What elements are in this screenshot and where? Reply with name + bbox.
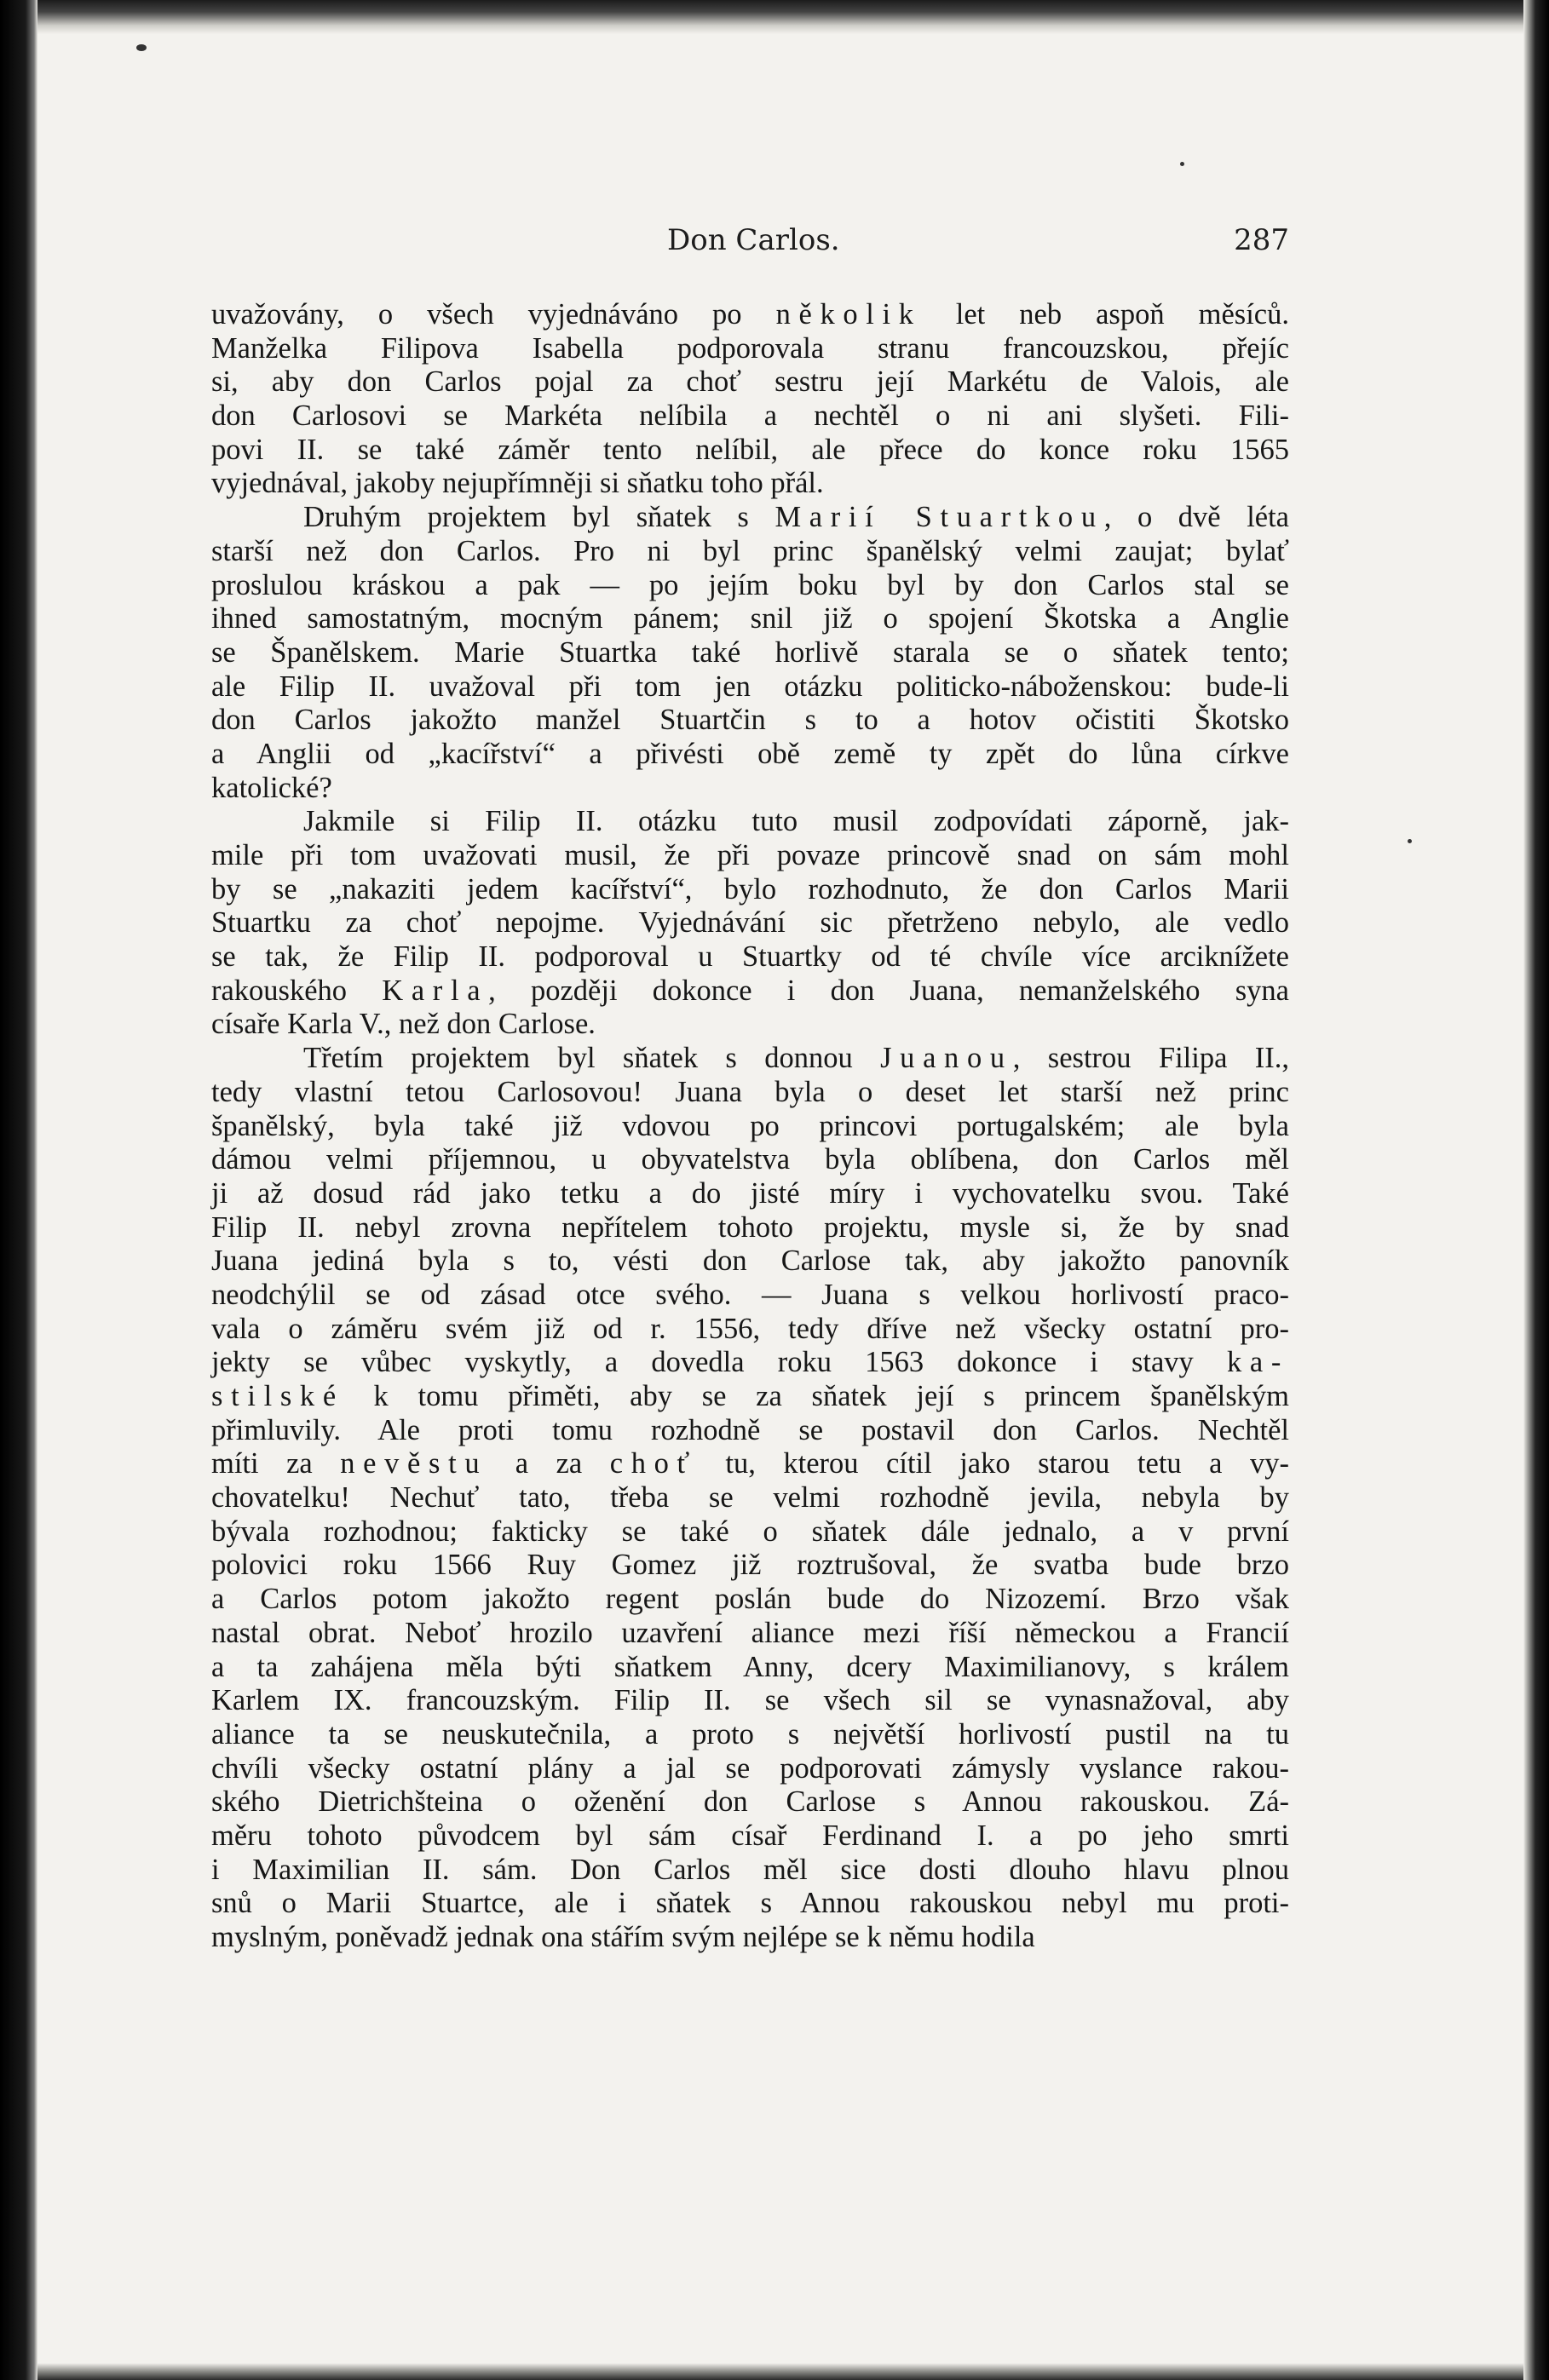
text-line xyxy=(211,1921,1289,1955)
text-run: si, aby don Carlos pojal za choť sestru její Markétu de Valois, ale xyxy=(211,365,1289,399)
spaced-emphasis: nevěstu xyxy=(340,1447,488,1480)
text-line xyxy=(211,365,1289,400)
text-run: vala o záměru svém již od r. 1556, tedy dříve než všecky ostatní pro- xyxy=(211,1312,1289,1345)
text-line xyxy=(211,1718,1289,1752)
text-run: don Carlosovi se Markéta nelíbila a nechtěl o ni ani slyšeti. Fili- xyxy=(211,400,1289,433)
text-line xyxy=(211,1245,1289,1279)
spaced-emphasis: choť xyxy=(609,1447,698,1480)
text-run: císaře Karla V., než don Carlose. xyxy=(211,1008,596,1041)
text-run: a Anglii od „kacířství“ a přivésti obě země ty zpět do lůna církve xyxy=(211,737,1289,770)
paragraph xyxy=(211,805,1289,1042)
paragraph xyxy=(211,501,1289,805)
text-line xyxy=(211,535,1289,569)
text-run: aliance ta se neuskutečnila, a proto s největší horlivostí pustil na tu xyxy=(211,1717,1289,1751)
spaced-emphasis: ka- xyxy=(1226,1346,1289,1379)
text-line xyxy=(211,1549,1289,1583)
text-run: Karlem IX. francouzským. Filip II. se všech sil se vynasnažoval, aby xyxy=(211,1684,1289,1717)
text-run: tu, kterou cítil jako starou tetu a vy- xyxy=(697,1447,1289,1480)
text-run: povi II. se také záměr tento nelíbil, ale přece do konce roku 1565 xyxy=(211,433,1289,466)
text-run: ji až dosud rád jako tetku a do jisté míry i vychovatelku svou. Také xyxy=(211,1176,1289,1210)
text-line xyxy=(211,1008,1289,1042)
text-run: bývala rozhodnou; fakticky se také o sňatek dále jednalo, a v první xyxy=(211,1515,1289,1548)
text-run: dámou velmi příjemnou, u obyvatelstva byla oblíbena, don Carlos měl xyxy=(211,1143,1289,1176)
text-line xyxy=(211,636,1289,670)
text-line xyxy=(211,1887,1289,1921)
text-run: myslným, poněvadž jednak ona stářím svým nejlépe se k němu hodila xyxy=(211,1921,1035,1953)
text-line xyxy=(211,1211,1289,1245)
text-run: jekty se vůbec vyskytly, a dovedla roku 1563 dokonce i stavy xyxy=(211,1346,1227,1379)
text-line xyxy=(211,501,1289,535)
text-run: katolické? xyxy=(211,771,332,804)
text-run: , o dvě léta xyxy=(1103,501,1289,534)
text-line xyxy=(211,1684,1289,1718)
text-line xyxy=(211,805,1289,839)
text-run: neodchýlil se od zásad otce svého. — Juana s velkou horlivostí praco- xyxy=(211,1278,1289,1311)
text-run: a za xyxy=(487,1447,610,1480)
text-run: Druhým projektem byl sňatek s xyxy=(303,501,775,534)
text-line xyxy=(211,974,1289,1009)
text-run: ského Dietrichšteina o oženění don Carlose s Annou rakouskou. Zá- xyxy=(211,1785,1289,1819)
text-line xyxy=(211,772,1289,806)
spaced-emphasis: stilské xyxy=(211,1380,344,1412)
text-run: míti za xyxy=(211,1447,341,1480)
text-run: přimluvily. Ale proti tomu rozhodně se postavil don Carlos. Nechtěl xyxy=(211,1413,1289,1446)
text-line xyxy=(211,704,1289,738)
text-run: tedy vlastní tetou Carlosovou! Juana byla o deset let starší než princ xyxy=(211,1075,1289,1108)
scan-speck xyxy=(1408,839,1412,843)
text-run: i Maximilian II. sám. Don Carlos měl sice dosti dlouho hlavu plnou xyxy=(211,1853,1289,1886)
text-line xyxy=(211,738,1289,772)
text-line xyxy=(211,298,1289,332)
running-title: Don Carlos. xyxy=(667,223,840,257)
text-line xyxy=(211,670,1289,704)
text-line xyxy=(211,1481,1289,1515)
scan-right-border xyxy=(1523,0,1549,2380)
text-line xyxy=(211,467,1289,501)
text-line xyxy=(211,1447,1289,1481)
text-line xyxy=(211,1177,1289,1211)
text-run: se Španělskem. Marie Stuartka také horlivě starala se o sňatek tento; xyxy=(211,635,1289,669)
text-line xyxy=(211,873,1289,907)
text-line xyxy=(211,569,1289,603)
text-line xyxy=(211,1583,1289,1617)
scan-speck xyxy=(136,44,147,51)
text-line xyxy=(211,1854,1289,1888)
text-run: snů o Marii Stuartce, ale i sňatek s Annou rakouskou nebyl mu proti- xyxy=(211,1887,1289,1920)
text-line xyxy=(211,940,1289,974)
text-line xyxy=(211,332,1289,366)
text-run: ale Filip II. uvažoval při tom jen otázku politicko-náboženskou: bude-li xyxy=(211,670,1289,703)
text-line xyxy=(211,1752,1289,1786)
text-line xyxy=(211,906,1289,940)
text-run: rakouského xyxy=(211,974,383,1007)
scan-speck xyxy=(1180,162,1184,166)
text-run: Třetím projektem byl sňatek s donnou xyxy=(303,1042,881,1075)
paragraph xyxy=(211,298,1289,501)
text-line xyxy=(211,1515,1289,1549)
text-run: uvažovány, o všech vyjednáváno po xyxy=(211,298,776,331)
text-run: a ta zahájena měla býti sňatkem Anny, dcery Maximilianovy, s králem xyxy=(211,1650,1289,1683)
text-line xyxy=(211,1279,1289,1313)
text-run: let neb aspoň měsíců. xyxy=(921,298,1289,331)
text-line xyxy=(211,602,1289,636)
text-run: , sestrou Filipa II., xyxy=(1012,1042,1289,1075)
text-line xyxy=(211,1042,1289,1076)
text-run: Manželka Filipova Isabella podporovala stranu francouzskou, přejíc xyxy=(211,331,1289,365)
text-run: k tomu přiměti, aby se za sňatek její s princem španělským xyxy=(343,1380,1289,1412)
text-line xyxy=(211,1785,1289,1819)
paragraph xyxy=(211,1042,1289,1955)
text-run: by se „nakaziti jedem kacířství“, bylo rozhodnuto, že don Carlos Marii xyxy=(211,872,1289,905)
text-line xyxy=(211,400,1289,434)
text-line xyxy=(211,1143,1289,1177)
scan-top-border xyxy=(37,0,1523,34)
page-number: 287 xyxy=(1234,223,1289,257)
body-text xyxy=(211,298,1289,1955)
text-run: starší než don Carlos. Pro ni byl princ španělský velmi zaujat; bylať xyxy=(211,534,1289,567)
spaced-emphasis: několik xyxy=(775,298,922,331)
text-line xyxy=(211,1651,1289,1685)
spaced-emphasis: Marií Stuartkou xyxy=(774,501,1104,534)
scan-bottom-border xyxy=(37,2363,1523,2380)
spaced-emphasis: Karla xyxy=(382,974,489,1007)
text-run: španělský, byla také již vdovou po princovi portugalském; ale byla xyxy=(211,1109,1289,1142)
text-line xyxy=(211,839,1289,873)
text-run: polovici roku 1566 Ruy Gomez již roztrušoval, že svatba bude brzo xyxy=(211,1549,1289,1582)
text-run: měru tohoto původcem byl sám císař Ferdinand I. a po jeho smrti xyxy=(211,1819,1289,1852)
spaced-emphasis: Juanou xyxy=(880,1042,1013,1075)
text-line xyxy=(211,1346,1289,1380)
text-run: don Carlos jakožto manžel Stuartčin s to a hotov očistiti Škotsko xyxy=(211,704,1289,737)
text-line xyxy=(211,1076,1289,1110)
text-line xyxy=(211,434,1289,468)
text-run: nastal obrat. Neboť hrozilo uzavření aliance mezi říší německou a Francií xyxy=(211,1616,1289,1649)
text-run: Juana jediná byla s to, vésti don Carlose tak, aby jakožto panovník xyxy=(211,1245,1289,1278)
text-line xyxy=(211,1110,1289,1144)
text-run: Stuartku za choť nepojme. Vyjednávání sic přetrženo nebylo, ale vedlo xyxy=(211,906,1289,940)
text-run: chovatelku! Nechuť tato, třeba se velmi rozhodně jevila, nebyla by xyxy=(211,1481,1289,1515)
text-line xyxy=(211,1380,1289,1414)
text-run: se tak, že Filip II. podporoval u Stuartky od té chvíle více arciknížete xyxy=(211,940,1289,974)
text-run: proslulou kráskou a pak — po jejím boku byl by don Carlos stal se xyxy=(211,568,1289,601)
text-line xyxy=(211,1819,1289,1854)
text-line xyxy=(211,1414,1289,1448)
text-run: a Carlos potom jakožto regent poslán bude do Nizozemí. Brzo však xyxy=(211,1583,1289,1616)
text-run: ihned samostatným, mocným pánem; snil již o spojení Škotska a Anglie xyxy=(211,602,1289,635)
text-run: Filip II. nebyl zrovna nepřítelem tohoto projektu, mysle si, že by snad xyxy=(211,1210,1289,1244)
text-run: , později dokonce i don Juana, nemanželského syna xyxy=(488,974,1289,1007)
text-line xyxy=(211,1313,1289,1347)
text-run: chvíli všecky ostatní plány a jal se podporovati zámysly vyslance rakou- xyxy=(211,1751,1289,1785)
text-line xyxy=(211,1617,1289,1651)
text-run: vyjednával, jakoby nejupřímněji si sňatku toho přál. xyxy=(211,467,824,500)
page-header xyxy=(211,223,1289,262)
scan-left-border xyxy=(0,0,37,2380)
text-run: mile při tom uvažovati musil, že při povaze princově snad on sám mohl xyxy=(211,839,1289,871)
text-run: Jakmile si Filip II. otázku tuto musil zodpovídati záporně, jak- xyxy=(303,805,1289,838)
